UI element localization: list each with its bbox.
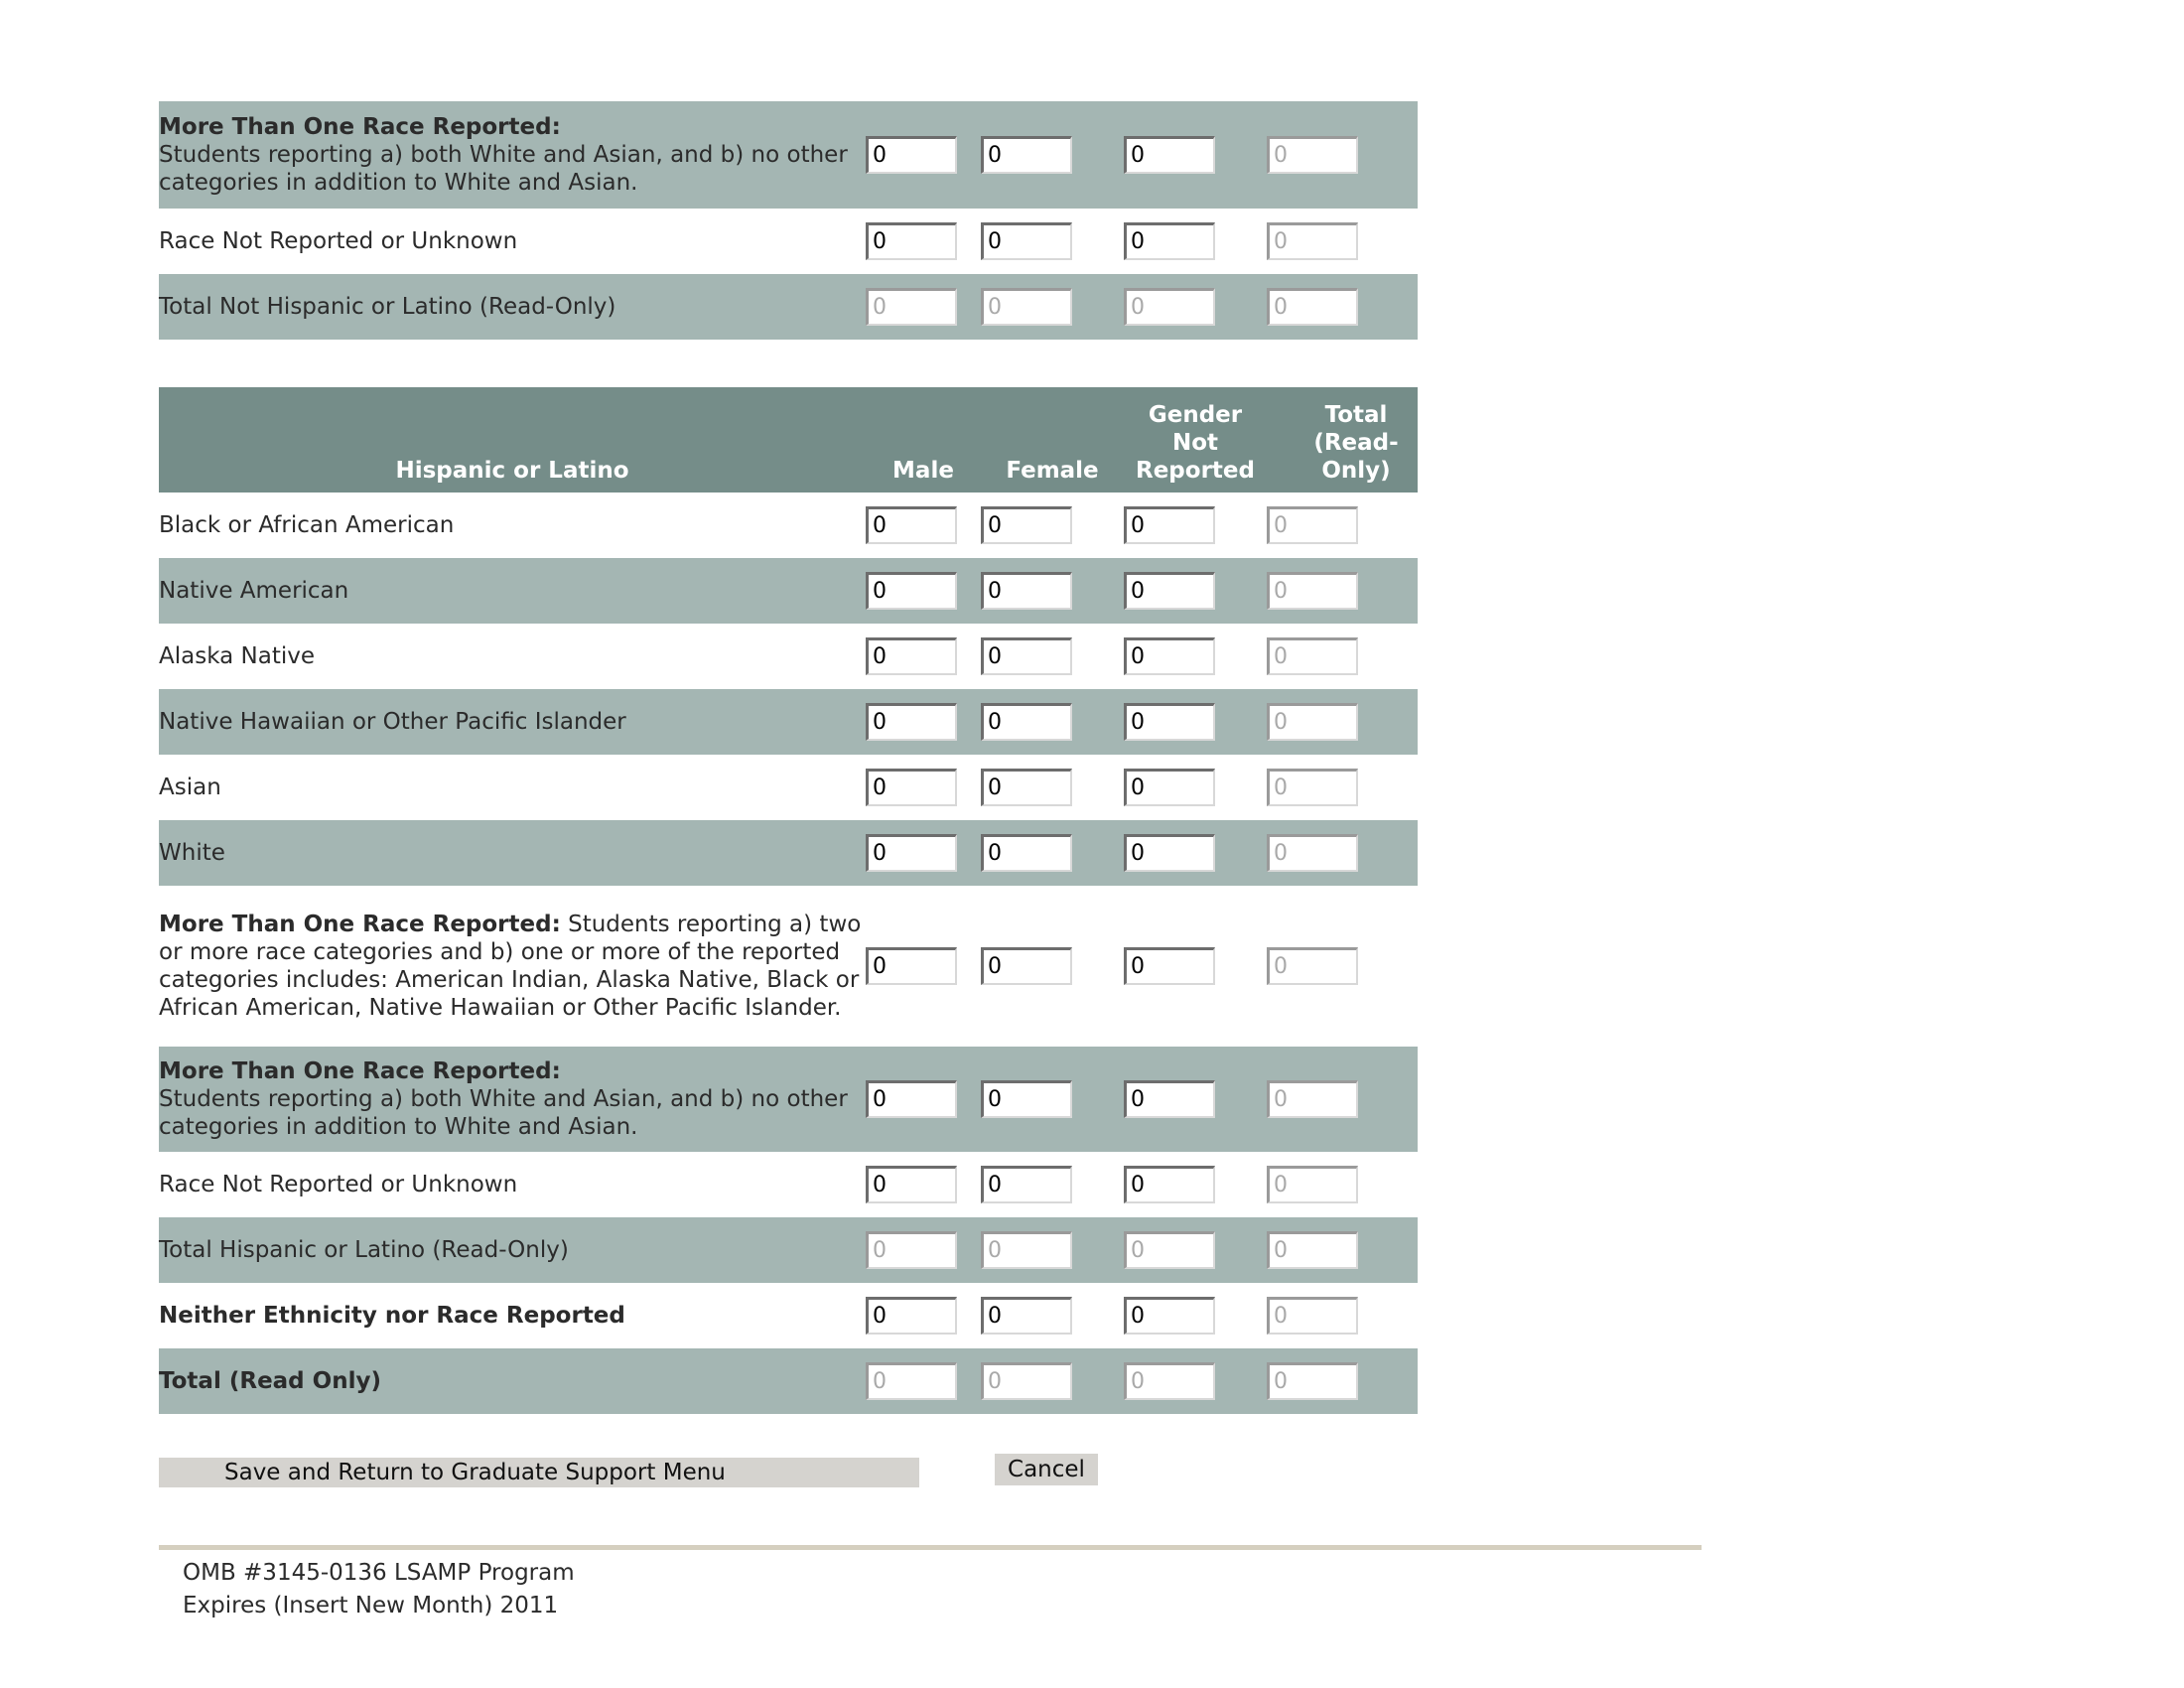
row-label: Alaska Native [159, 624, 866, 689]
female-input[interactable] [981, 1166, 1072, 1203]
female-readonly-field [981, 1362, 1072, 1400]
total-readonly-field [1267, 703, 1358, 741]
row-label: Race Not Reported or Unknown [159, 1152, 866, 1217]
gender-not-reported-input[interactable] [1124, 769, 1215, 806]
gender-not-reported-input[interactable] [1124, 947, 1215, 985]
row-label-text: Students reporting a) both White and Asian, and b) no other categories in addition to White and Asian. [159, 142, 848, 196]
table-row [159, 624, 1418, 689]
row-label: Total Hispanic or Latino (Read-Only) [159, 1217, 866, 1283]
header-female: Female [981, 387, 1124, 492]
female-input[interactable] [981, 1297, 1072, 1335]
gender-not-reported-input[interactable] [1124, 222, 1215, 260]
female-input[interactable] [981, 834, 1072, 872]
action-buttons [159, 1454, 1418, 1493]
total-readonly-field [1267, 1166, 1358, 1203]
row-label-bold: More Than One Race Reported: [159, 114, 561, 140]
table-row [159, 1348, 1418, 1414]
not-hispanic-table [159, 101, 1418, 340]
table-row [159, 492, 1418, 558]
male-readonly-field [866, 1362, 957, 1400]
table-row [159, 689, 1418, 755]
male-input[interactable] [866, 637, 957, 675]
table-row [159, 1152, 1418, 1217]
gender-not-reported-input[interactable] [1124, 703, 1215, 741]
expiration-text: Expires (Insert New Month) 2011 [183, 1593, 559, 1618]
gender-not-reported-input[interactable] [1124, 834, 1215, 872]
footer [183, 1557, 575, 1622]
row-label: Total Not Hispanic or Latino (Read-Only) [159, 274, 866, 340]
female-input[interactable] [981, 703, 1072, 741]
header-male: Male [866, 387, 981, 492]
male-input[interactable] [866, 136, 957, 174]
row-label: Asian [159, 755, 866, 820]
row-label [159, 1283, 866, 1348]
total-readonly-field [1267, 947, 1358, 985]
total-readonly-field [1267, 834, 1358, 872]
hispanic-latino-table [159, 387, 1418, 1414]
gender-not-reported-readonly-field [1124, 1231, 1215, 1269]
table-row [159, 1283, 1418, 1348]
total-readonly-field [1267, 637, 1358, 675]
male-input[interactable] [866, 1080, 957, 1118]
save-and-return-button[interactable]: Save and Return to Graduate Support Menu [159, 1458, 919, 1487]
gender-not-reported-input[interactable] [1124, 637, 1215, 675]
row-label: Native Hawaiian or Other Pacific Islander [159, 689, 866, 755]
footer-divider [159, 1545, 1702, 1550]
gender-not-reported-input[interactable] [1124, 1080, 1215, 1118]
table-row [159, 101, 1418, 209]
total-readonly-field [1267, 769, 1358, 806]
male-input[interactable] [866, 572, 957, 610]
gender-not-reported-input[interactable] [1124, 1166, 1215, 1203]
gender-not-reported-input[interactable] [1124, 506, 1215, 544]
total-readonly-field [1267, 1231, 1358, 1269]
gender-not-reported-input[interactable] [1124, 1297, 1215, 1335]
female-input[interactable] [981, 572, 1072, 610]
total-readonly-field [1267, 506, 1358, 544]
header-total-read-only: Total (Read-Only) [1267, 387, 1418, 492]
female-readonly-field [981, 288, 1072, 326]
form-container [159, 101, 1418, 1414]
male-input[interactable] [866, 222, 957, 260]
gender-not-reported-input[interactable] [1124, 136, 1215, 174]
row-label-text: Students reporting a) both White and Asian, and b) no other categories in addition to White and Asian. [159, 1086, 848, 1140]
gender-not-reported-readonly-field [1124, 1362, 1215, 1400]
male-readonly-field [866, 1231, 957, 1269]
row-label [159, 1348, 866, 1414]
female-input[interactable] [981, 947, 1072, 985]
male-input[interactable] [866, 947, 957, 985]
row-label: Race Not Reported or Unknown [159, 209, 866, 274]
header-gender-not-reported: Gender Not Reported [1124, 387, 1267, 492]
table-row [159, 1217, 1418, 1283]
row-label: Black or African American [159, 492, 866, 558]
table-row [159, 886, 1418, 1047]
cancel-button[interactable]: Cancel [995, 1454, 1098, 1485]
table-spacer [159, 340, 1418, 387]
female-readonly-field [981, 1231, 1072, 1269]
omb-number: OMB #3145-0136 LSAMP Program [183, 1560, 575, 1586]
row-label-bold: Total (Read Only) [159, 1368, 381, 1394]
male-input[interactable] [866, 506, 957, 544]
male-input[interactable] [866, 769, 957, 806]
row-label [159, 886, 866, 1047]
table-row [159, 558, 1418, 624]
table-row [159, 1047, 1418, 1152]
total-readonly-field [1267, 1362, 1358, 1400]
female-input[interactable] [981, 769, 1072, 806]
row-label-bold: More Than One Race Reported: [159, 1058, 561, 1084]
male-input[interactable] [866, 1297, 957, 1335]
female-input[interactable] [981, 506, 1072, 544]
total-readonly-field [1267, 1080, 1358, 1118]
row-label: Native American [159, 558, 866, 624]
male-readonly-field [866, 288, 957, 326]
header-hispanic-or-latino: Hispanic or Latino [159, 387, 866, 492]
total-readonly-field [1267, 572, 1358, 610]
total-readonly-field [1267, 136, 1358, 174]
total-readonly-field [1267, 1297, 1358, 1335]
row-label-bold: Neither Ethnicity nor Race Reported [159, 1303, 625, 1329]
female-input[interactable] [981, 1080, 1072, 1118]
table-row [159, 209, 1418, 274]
male-input[interactable] [866, 703, 957, 741]
row-label-bold: More Than One Race Reported: [159, 912, 561, 937]
row-label [159, 1047, 866, 1152]
male-input[interactable] [866, 834, 957, 872]
gender-not-reported-readonly-field [1124, 288, 1215, 326]
row-label [159, 101, 866, 209]
female-input[interactable] [981, 136, 1072, 174]
total-readonly-field [1267, 288, 1358, 326]
gender-not-reported-input[interactable] [1124, 572, 1215, 610]
female-input[interactable] [981, 637, 1072, 675]
male-input[interactable] [866, 1166, 957, 1203]
row-label: White [159, 820, 866, 886]
row-label-text: Students reporting a) two or more race categories and b) one or more of the reported categories includes: American Indian, Alaska Native, Black or African American, Native Hawaiian or Other Pacific Islander. [159, 912, 862, 1021]
table-row [159, 274, 1418, 340]
total-readonly-field [1267, 222, 1358, 260]
table-row [159, 820, 1418, 886]
female-input[interactable] [981, 222, 1072, 260]
table-row [159, 755, 1418, 820]
table-header-row [159, 387, 1418, 492]
